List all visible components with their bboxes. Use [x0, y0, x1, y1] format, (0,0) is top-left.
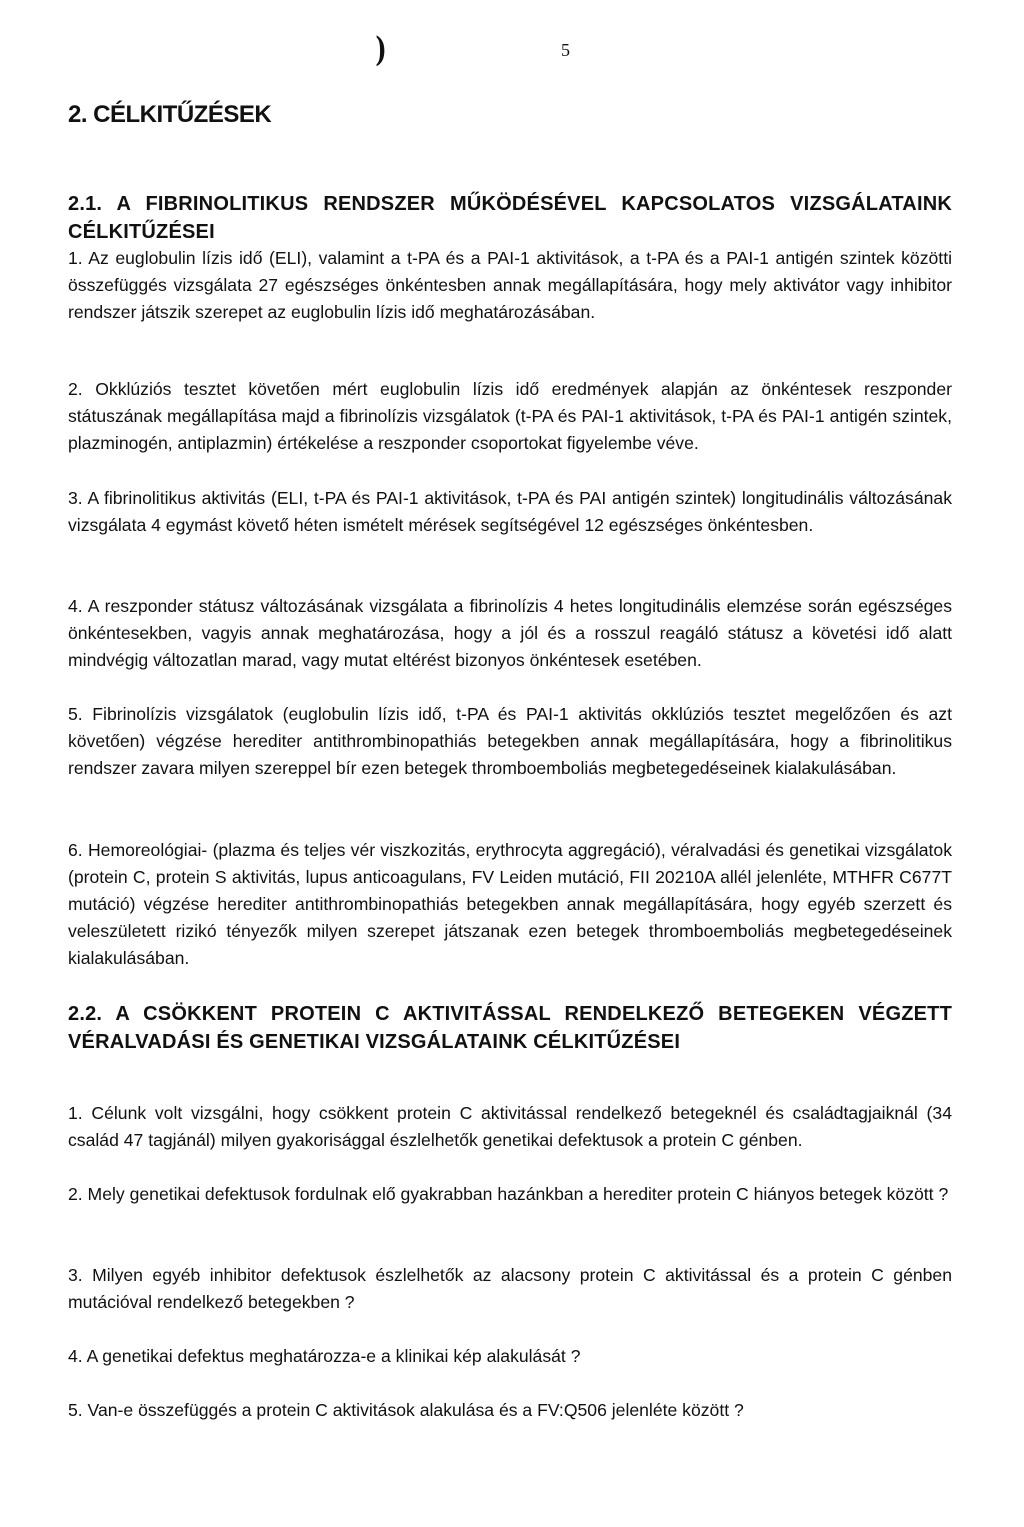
- section-heading: 2.1. A FIBRINOLITIKUS RENDSZER MŰKÖDÉSÉVEL KAPCSOLATOS VIZSGÁLATAINK CÉLKITŰZÉSEI: [68, 193, 952, 243]
- section-2-1: [68, 190, 952, 246]
- objective-item: 4. A reszponder státusz változásának vizsgálata a fibrinolízis 4 hetes longitudinális elemzése során egészséges önkéntesekben, vagyis annak meghatározása, hogy a jól és a rosszul reagáló státusz a követési idő alatt mindvégig változatlan marad, vagy mutat eltérést bizonyos önkéntesek esetében.: [68, 596, 952, 670]
- question-item: 5. Van-e összefüggés a protein C aktivitások alakulása és a FV:Q506 jelenléte között ?: [68, 1400, 744, 1420]
- scan-mark: ): [375, 30, 387, 70]
- page-number: 5: [561, 40, 570, 60]
- section-2-2: [68, 1000, 952, 1056]
- question-item: 2. Mely genetikai defektusok fordulnak elő gyakrabban hazánkban a herediter protein C hiányos betegek között ?: [68, 1184, 949, 1204]
- question-item: 4. A genetikai defektus meghatározza-e a klinikai kép alakulását ?: [68, 1346, 581, 1366]
- objective-item: 6. Hemoreológiai- (plazma és teljes vér viszkozitás, erythrocyta aggregáció), véralvadási és genetikai vizsgálatok (protein C, protein S aktivitás, lupus anticoagulans, FV Leiden mutáció, FII 20210A allél jelenléte, MTHFR C677T mutáció) végzése herediter antithrombinopathiás betegekben annak megállapítására, hogy egyéb szerzett és veleszületett rizikó tényezők milyen szerepet játszanak ezen betegek thromboemboliás megbetegedéseinek kialakulásában.: [68, 840, 952, 968]
- chapter-title: 2. CÉLKITŰZÉSEK: [68, 101, 272, 128]
- section-heading: 2.2. A CSÖKKENT PROTEIN C AKTIVITÁSSAL RENDELKEZŐ BETEGEKEN VÉGZETT VÉRALVADÁSI ÉS GENETIKAI VIZSGÁLATAINK CÉLKITŰZÉSEI: [68, 1003, 952, 1053]
- objective-item: 2. Okklúziós tesztet követően mért euglobulin lízis idő eredmények alapján az önkéntesek reszponder státuszának megállapítása majd a fibrinolízis vizsgálatok (t-PA és PAI-1 aktivitások, t-PA és PAI-1 antigén szintek, plazminogén, antiplazmin) értékelése a reszponder csoportokat figyelembe véve.: [68, 379, 952, 453]
- objective-item: 5. Fibrinolízis vizsgálatok (euglobulin lízis idő, t-PA és PAI-1 aktivitás okklúziós tesztet megelőzően és azt követően) végzése herediter antithrombinopathiás betegekben annak megállapítására, hogy a fibrinolitikus rendszer zavara milyen szereppel bír ezen betegek thromboemboliás megbetegedéseinek kialakulásában.: [68, 704, 952, 778]
- question-item: 3. Milyen egyéb inhibitor defektusok észlelhetők az alacsony protein C aktivitással és a protein C génben mutációval rendelkező betegekben ?: [68, 1265, 952, 1312]
- objective-item: 1. Az euglobulin lízis idő (ELI), valamint a t-PA és a PAI-1 aktivitások, a t-PA és a PAI-1 antigén szintek közötti összefüggés vizsgálata 27 egészséges önkéntesben annak megállapítására, hogy mely aktivátor vagy inhibitor rendszer játszik szerepet az euglobulin lízis idő meghatározásában.: [68, 248, 952, 322]
- objective-item: 3. A fibrinolitikus aktivitás (ELI, t-PA és PAI-1 aktivitások, t-PA és PAI antigén szintek) longitudinális változásának vizsgálata 4 egymást követő héten ismételt mérések segítségével 12 egészséges önkéntesben.: [68, 488, 952, 535]
- question-item: 1. Célunk volt vizsgálni, hogy csökkent protein C aktivitással rendelkező betegeknél és családtagjaiknál (34 család 47 tagjánál) milyen gyakorisággal észlelhetők genetikai defektusok a protein C génben.: [68, 1103, 952, 1150]
